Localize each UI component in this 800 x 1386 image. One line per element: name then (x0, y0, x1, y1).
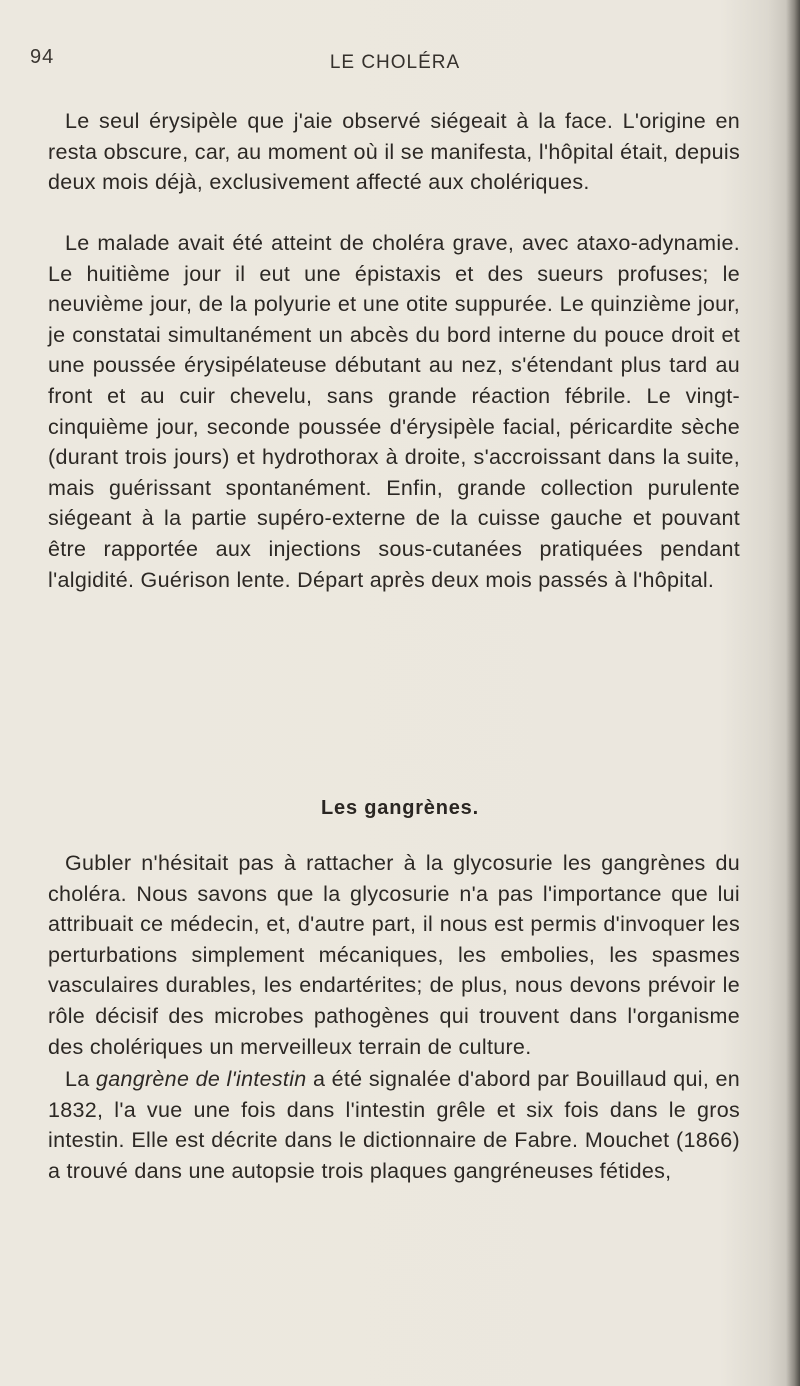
paragraph-malade: Le malade avait été atteint de choléra grave, avec ataxo-adynamie. Le huitième jour il eut une épistaxis et des sueurs profuses; le neuvième jour, de la polyurie et une otite suppurée. Le quinzième jour, je constatai simultanément un abcès du bord interne du pouce droit et une poussée érysipélateuse débutant au nez, s'étendant plus tard au front et au cuir chevelu, sans grande réaction fébrile. Le vingt-cinquième jour, seconde poussée d'érysipèle facial, péricardite sèche (durant trois jours) et hydrothorax à droite, s'accroissant dans la suite, mais guérissant spontanément. Enfin, grande collection purulente siégeant à la partie supéro-externe de la cuisse gauche et pouvant être rapportée aux injections sous-cutanées pratiquées pendant l'algidité. Guérison lente. Départ après deux mois passés à l'hôpital. (48, 231, 740, 592)
paragraph-gangrene-intestin (48, 1064, 740, 1186)
page-edge-shadow (786, 0, 800, 1386)
paragraph-continuation: a été signalée d'abord par Bouillaud qui, en 1832, l'a vue une fois dans l'intestin grêle et six fois dans le gros intestin. Elle est décrite dans le dictionnaire de Fabre. Mouchet (1866) a trouvé dans une autopsie trois plaques gangréneuses fétides, (48, 1067, 741, 1183)
paragraph-lead-word: La (65, 1067, 90, 1091)
section-title-gangrenes: Les gangrènes. (321, 797, 479, 819)
paragraph-erysipele: Le seul érysipèle que j'aie observé siégeait à la face. L'origine en resta obscure, car, au moment où il se manifesta, l'hôpital était, depuis deux mois déjà, exclusivement affecté aux cholériques. (48, 109, 740, 195)
running-title: LE CHOLÉRA (329, 52, 461, 73)
paragraph-gubler: Gubler n'hésitait pas à rattacher à la glycosurie les gangrènes du choléra. Nous savons que la glycosurie n'a pas l'importance que lui attribuait ce médecin, et, d'autre part, il nous est permis d'invoquer les perturbations simplement mécaniques, les embolies, les spasmes vasculaires durables, les endartérites; de plus, nous devons prévoir le rôle décisif des microbes pathogènes qui trouvent dans l'organisme des cholériques un merveilleux terrain de culture. (48, 851, 740, 1059)
page-number: 94 (30, 46, 55, 68)
italic-term: gangrène de l'intestin (95, 1067, 307, 1091)
